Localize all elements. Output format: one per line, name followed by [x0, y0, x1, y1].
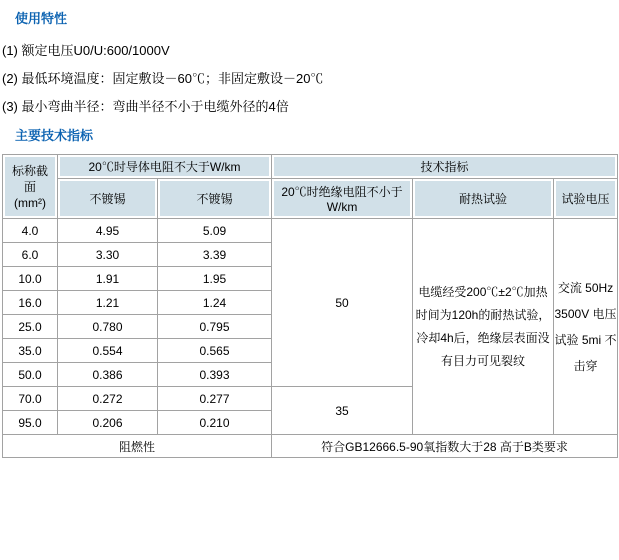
cell-untinned-1: 4.95	[58, 219, 158, 243]
cell-untinned-1: 1.21	[58, 291, 158, 315]
cell-untinned-2: 0.277	[158, 387, 272, 411]
cell-untinned-2: 0.210	[158, 411, 272, 435]
flame-retardancy-value: 符合GB12666.5-90氧指数大于28 高于B类要求	[272, 435, 618, 458]
col-header-nominal-section	[3, 155, 58, 219]
usage-item-min-ambient-temp: (2) 最低环境温度：固定敷设－60℃；非固定敷设－20℃	[2, 71, 324, 86]
cell-nominal-section: 16.0	[3, 291, 58, 315]
usage-item-rated-voltage: (1) 额定电压U0/U:600/1000V	[2, 43, 170, 58]
cell-untinned-2: 1.95	[158, 267, 272, 291]
cell-nominal-section: 25.0	[3, 315, 58, 339]
cell-nominal-section: 10.0	[3, 267, 58, 291]
cell-untinned-1: 0.386	[58, 363, 158, 387]
cell-untinned-1: 0.554	[58, 339, 158, 363]
cell-untinned-1: 1.91	[58, 267, 158, 291]
col-header-voltage-test: 试验电压	[554, 179, 618, 219]
cell-untinned-2: 3.39	[158, 243, 272, 267]
cell-untinned-2: 5.09	[158, 219, 272, 243]
col-header-heat-test: 耐热试验	[413, 179, 554, 219]
tech-indicators-title: 主要技术指标	[15, 128, 94, 143]
cell-insulation-50: 50	[272, 219, 413, 387]
table-header-row-1	[3, 155, 618, 179]
col-header-untinned-2: 不镀锡	[158, 179, 272, 219]
col-header-untinned-1: 不镀锡	[58, 179, 158, 219]
flame-retardancy-label: 阻燃性	[3, 435, 272, 458]
col-header-insulation-resistance: 20℃时绝缘电阻不小于 W/km	[272, 179, 413, 219]
cell-nominal-section: 95.0	[3, 411, 58, 435]
col-header-conductor-resistance-group: 20℃时导体电阻不大于W/km	[58, 155, 272, 179]
cell-insulation-35: 35	[272, 387, 413, 435]
cell-nominal-section: 6.0	[3, 243, 58, 267]
cell-untinned-1: 0.780	[58, 315, 158, 339]
spec-table	[2, 154, 618, 458]
cell-nominal-section: 35.0	[3, 339, 58, 363]
cell-voltage-test-description: 交流 50Hz 3500V 电压试验 5mi 不击穿	[554, 219, 618, 435]
cell-nominal-section: 70.0	[3, 387, 58, 411]
cell-nominal-section: 50.0	[3, 363, 58, 387]
cell-untinned-1: 0.272	[58, 387, 158, 411]
cell-untinned-2: 1.24	[158, 291, 272, 315]
col-header-tech-index-group: 技术指标	[272, 155, 618, 179]
nominal-section-label-line1: 标称截面	[11, 163, 48, 194]
cell-untinned-2: 0.795	[158, 315, 272, 339]
usage-item-min-bend-radius: (3) 最小弯曲半径：弯曲半径不小于电缆外径的4倍	[2, 99, 289, 114]
cell-untinned-2: 0.565	[158, 339, 272, 363]
table-footer-row	[3, 435, 618, 458]
table-header-row-2	[3, 179, 618, 219]
cell-heat-test-description: 电缆经受200℃±2℃加热时间为120h的耐热试验，冷却4h后，绝缘层表面没有目力可见裂纹	[413, 219, 554, 435]
cell-untinned-1: 0.206	[58, 411, 158, 435]
cell-nominal-section: 4.0	[3, 219, 58, 243]
nominal-section-label-line2: (mm²)	[14, 195, 46, 210]
usage-characteristics-title: 使用特性	[15, 11, 68, 26]
usage-characteristics-list	[0, 37, 619, 121]
cell-untinned-2: 0.393	[158, 363, 272, 387]
cell-untinned-1: 3.30	[58, 243, 158, 267]
table-row	[3, 219, 618, 243]
